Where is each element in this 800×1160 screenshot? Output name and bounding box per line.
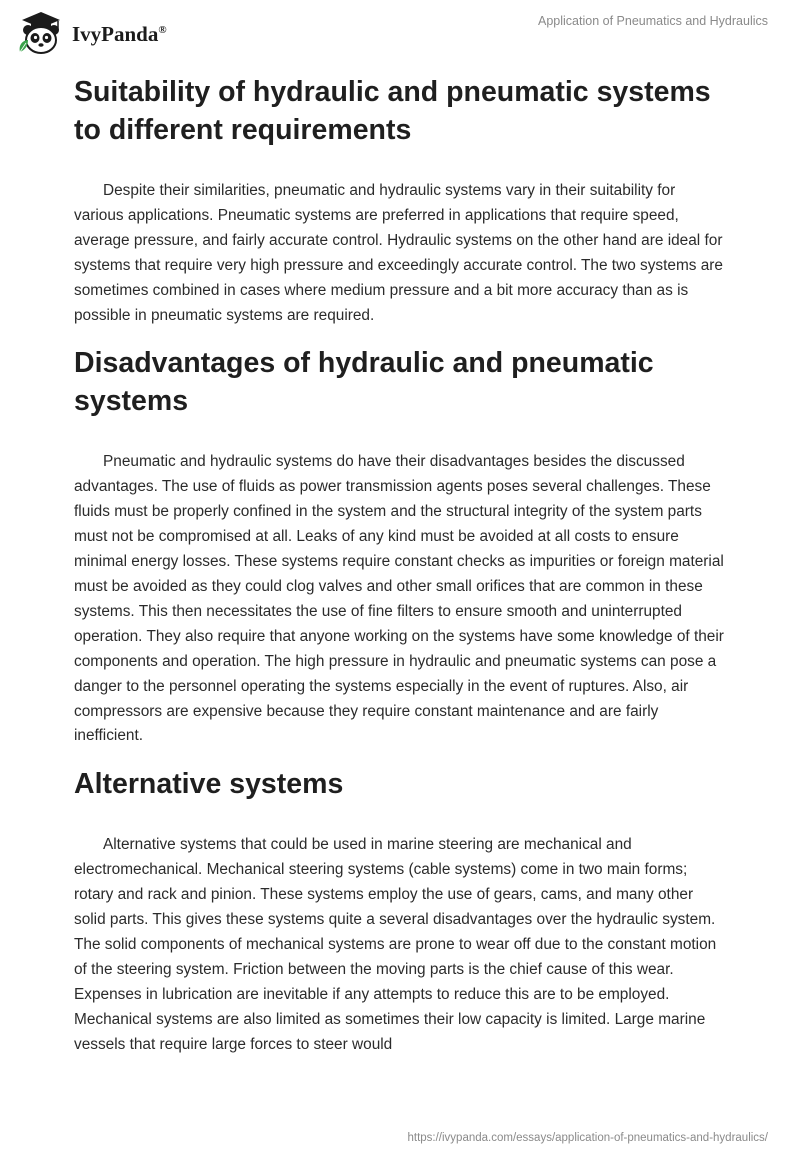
section-paragraph: Pneumatic and hydraulic systems do have their disadvantages besides the discussed advantages. The use of fluids as power transmission agents poses several challenges. These fluids must be properly confined in the system and the structural integrity of the system parts must not be compromised at all. Leaks of any kind must be avoided at all costs to ensure minimal energy losses. These systems require constant checks as impurities or foreign material must be avoided as they could clog valves and other small orifices that are common in these systems. This then necessitates the use of fine filters to ensure smooth and uninterrupted operation. They also require that anyone working on the systems have some knowledge of their components and operation. The high pressure in hydraulic and pneumatic systems can pose a danger to the personnel operating the systems especially in the event of ruptures. Also, air compressors are expensive because they require constant maintenance and are fairly inefficient. xyxy=(74,453,724,745)
section-disadvantages xyxy=(74,344,728,749)
section-alternative-systems xyxy=(74,765,728,1057)
section-paragraph: Alternative systems that could be used in marine steering are mechanical and electromechanical. Mechanical steering systems (cable systems) come in two main forms; rotary and rack and pinion. These systems employ the use of gears, cams, and many other solid parts. This gives these systems quite a several disadvantages over the hydraulic system. The solid components of mechanical systems are prone to wear off due to the constant motion of the steering system. Friction between the moving parts is the chief cause of this wear. Expenses in lubrication are inevitable if any attempts to reduce this are to be employed. Mechanical systems are also limited as sometimes their low capacity is limited. Large marine vessels that require large forces to steer would xyxy=(74,836,717,1053)
section-paragraph: Despite their similarities, pneumatic and hydraulic systems vary in their suitability for various applications. Pneumatic systems are preferred in applications that require speed, average pressure, and fairly accurate control. Hydraulic systems on the other hand are ideal for systems that require very high pressure and exceedingly accurate control. The two systems are sometimes combined in cases where medium pressure and a bit more accuracy than as is possible in pneumatic systems are required. xyxy=(74,182,723,324)
section-heading: Suitability of hydraulic and pneumatic systems to different requirements xyxy=(74,76,711,146)
source-url-link[interactable]: https://ivypanda.com/essays/application-of-pneumatics-and-hydraulics/ xyxy=(407,1132,768,1144)
section-heading: Alternative systems xyxy=(74,768,344,801)
running-title: Application of Pneumatics and Hydraulics xyxy=(538,14,768,28)
brand-logo[interactable] xyxy=(14,10,167,56)
brand-name: IvyPanda® xyxy=(72,21,167,46)
page-header xyxy=(0,0,800,70)
section-heading: Disadvantages of hydraulic and pneumatic systems xyxy=(74,347,654,418)
section-suitability xyxy=(74,73,728,328)
panda-graduate-icon xyxy=(14,10,68,56)
article-body xyxy=(74,73,728,1073)
